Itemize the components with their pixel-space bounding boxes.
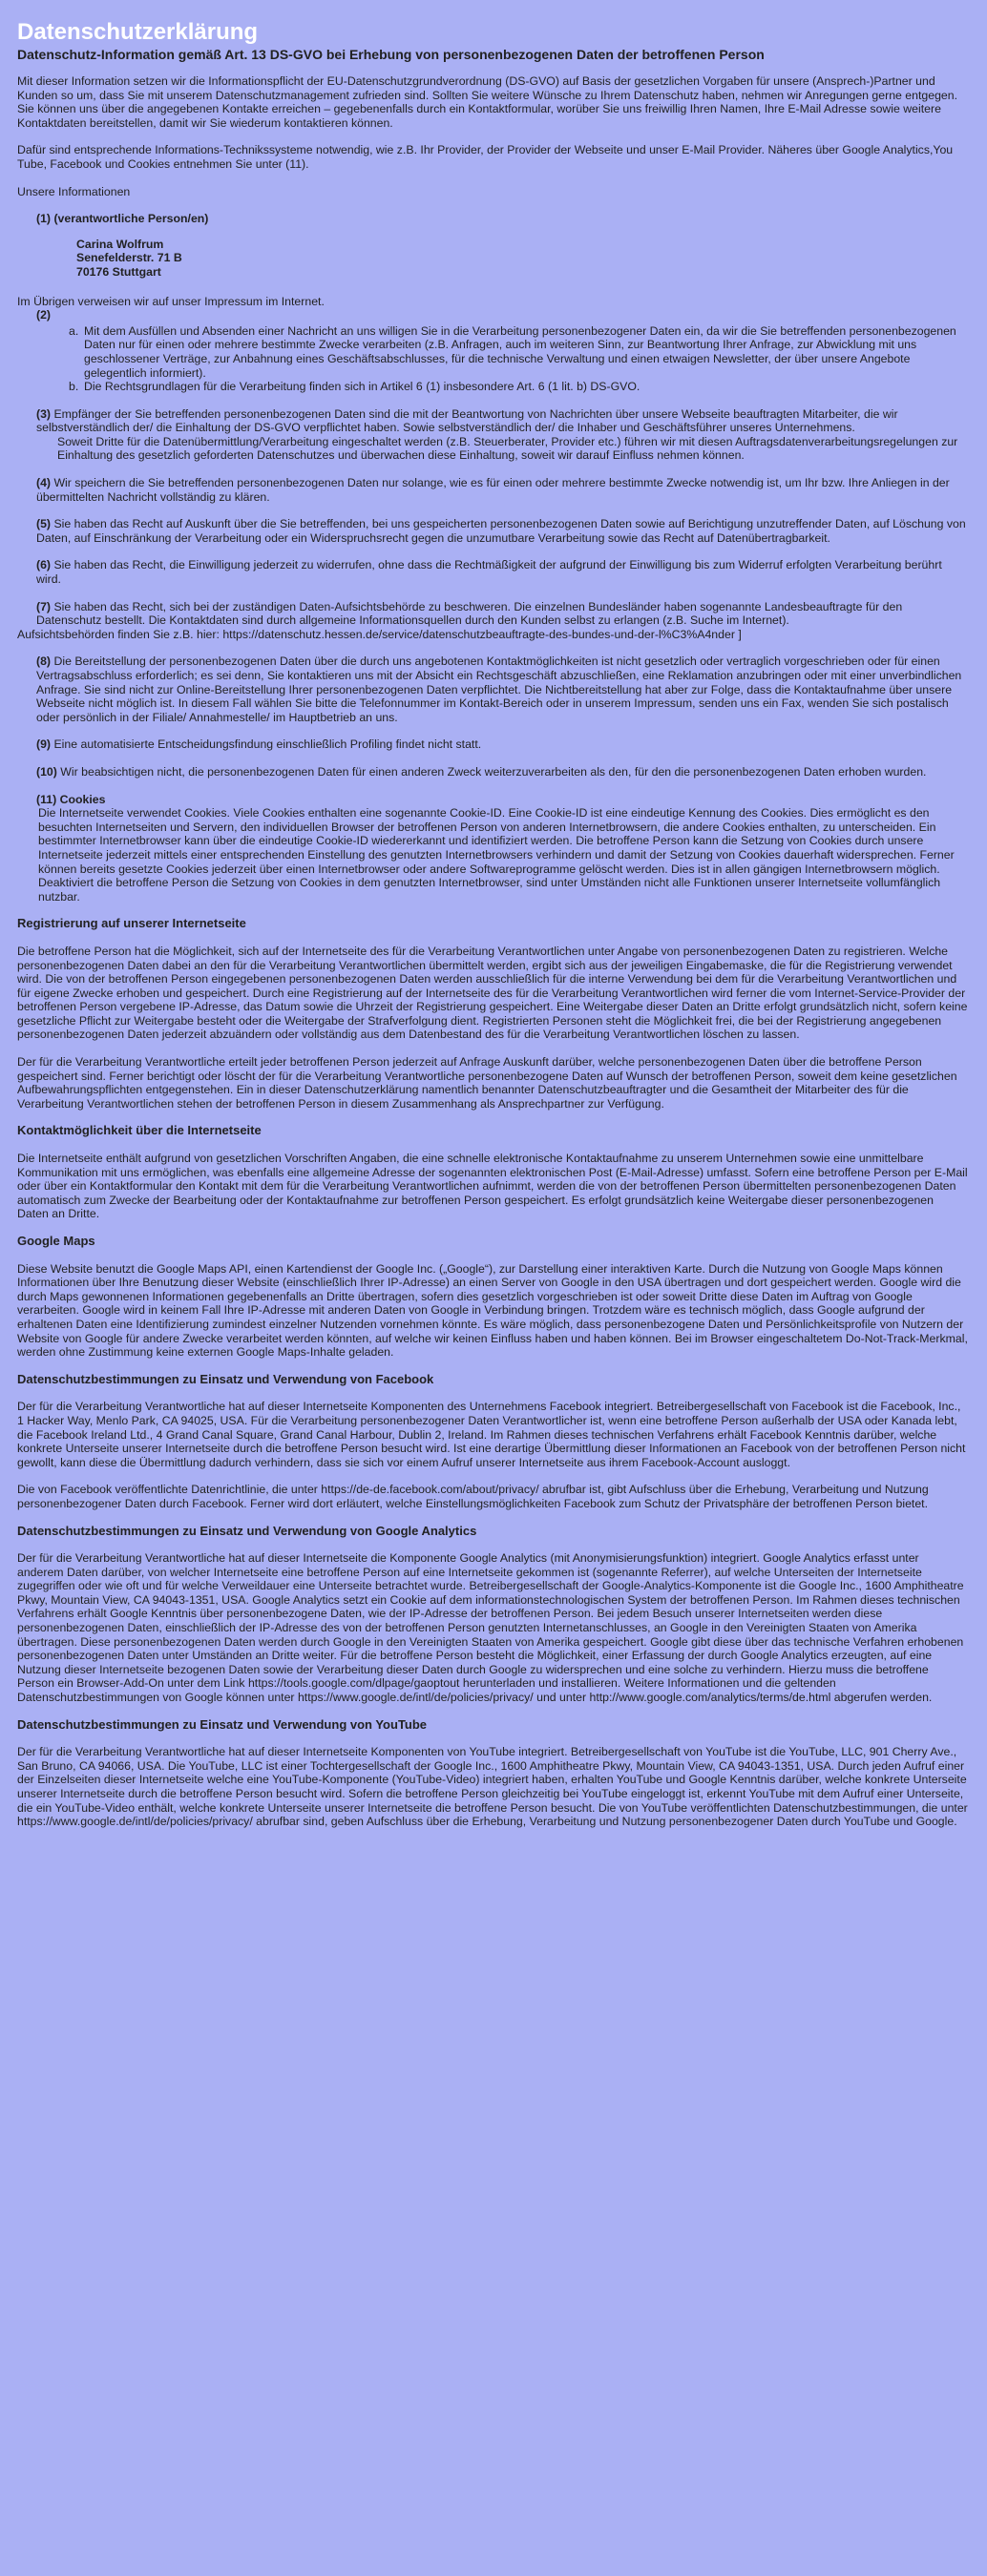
- responsible-street: Senefelderstr. 71 B: [76, 251, 182, 265]
- page-subtitle: Datenschutz-Information gemäß Art. 13 DS-GVO bei Erhebung von personenbezogenen Daten der betroffenen Person: [17, 47, 765, 62]
- section-2-list: [17, 324, 968, 394]
- section-4: (4) Wir speichern die Sie betreffenden personenbezogenen Daten nur solange, wie es für einen oder mehrere bestimmte Zwecke notwendig ist, um Ihr bzw. Ihre Anliegen in der übermittelten Nachricht vollständig zu klären.: [36, 476, 950, 504]
- cookies-heading: (11) Cookies: [36, 792, 106, 806]
- youtube-paragraph: Der für die Verarbeitung Verantwortliche hat auf dieser Internetseite Komponenten von YouTube integriert. Betreibergesellschaft von YouTube ist die YouTube, LLC, 901 Cherry Ave., San Bruno, CA 94066, USA. Die YouTube, LLC ist einer Tochtergesellschaft der Google Inc., 1600 Amphitheatre Pkwy, Mountain View, CA 94043-1351, USA. Durch jeden Aufruf einer der Einzelseiten dieser Internetseite welche eine YouTube-Komponente (YouTube-Video) integriert haben, erhalten YouTube und Google Kenntnis darüber, welche konkrete Unterseite unserer Internetseite durch die betroffene Person besucht wird. Sofern die betroffene Person gleichzeitig bei YouTube eingeloggt ist, erkennt YouTube mit dem Aufruf einer Unterseite, die ein YouTube-Video enthält, welche konkrete Unterseite unserer Internetseite die betroffene Person besucht. Die von YouTube veröffentlichten Datenschutzbestimmungen, die unter https://www.google.de/intl/de/policies/privacy/ abrufbar sind, geben Aufschluss über die Erhebung, Verarbeitung und Nutzung personenbezogener Daten durch YouTube und Google.: [17, 1745, 968, 1829]
- intro-paragraph-2: Dafür sind entsprechende Informations-Technikssysteme notwendig, wie z.B. Ihr Provider, der Provider der Webseite und unser E-Mail Provider. Näheres über Google Analytics,You Tube, Facebook und Cookies entnehmen Sie unter (11).: [17, 143, 954, 171]
- section-5: (5) Sie haben das Recht auf Auskunft über die Sie betreffenden, bei uns gespeicherten personenbezogenen Daten sowie auf Berichtigung unzutreffender Daten, auf Löschung von Daten, auf Einschränkung der Verarbeitung oder ein Widerspruchsrecht gegen die unzumutbare Verarbeitung sowie das Recht auf Datenübertragbarkeit.: [36, 517, 966, 545]
- impressum-note: Im Übrigen verweisen wir auf unser Impressum im Internet.: [17, 294, 325, 308]
- google-analytics-heading: Datenschutzbestimmungen zu Einsatz und Verwendung von Google Analytics: [17, 1523, 477, 1538]
- intro-paragraph-1: Mit dieser Information setzen wir die Informationspflicht der EU-Datenschutzgrundverordnung (DS-GVO) auf Basis der gesetzlichen Vorgaben für unsere (Ansprech-)Partner und Kunden so um, dass Sie mit unserem Datenschutzmanagement zufrieden sind. Sollten Sie weitere Wünsche zu Ihrem Datenschutz haben, nehmen wir Anregungen gerne entgegen. Sie können uns über die angegebenen Kontakte erreichen – gegebenenfalls durch ein Kontaktformular, worüber Sie uns freiwillig Ihren Namen, Ihre E-Mail Adresse sowie weitere Kontaktdaten bereitstellen, damit wir Sie wiederum kontaktieren können.: [17, 74, 958, 130]
- registration-paragraph-2: Der für die Verarbeitung Verantwortliche erteilt jeder betroffenen Person jederzeit auf Anfrage Auskunft darüber, welche personenbezogenen Daten über die betroffene Person gespeichert sind. Ferner berichtigt oder löscht der für die Verarbeitung Verantwortliche personenbezogene Daten auf Wunsch der betroffenen Person, soweit dem keine gesetzlichen Aufbewahrungspflichten entgegenstehen. Ein in dieser Datenschutzerklärung namentlich benannter Datenschutzbeauftragter und die Gesamtheit der Mitarbeiter des für die Verarbeitung Verantwortlichen stehen der betroffenen Person in diesem Zusammenhang als Ansprechpartner zur Verfügung.: [17, 1055, 957, 1111]
- section-1-label: (1) (verantwortliche Person/en): [36, 212, 209, 226]
- responsible-name: Carina Wolfrum: [76, 237, 164, 251]
- supervisory-authority-link[interactable]: Aufsichtsbehörden finden Sie z.B. hier: https://datenschutz.hessen.de/service/datenschutzbeauftragte-des-bundes-und-der-l%C3%A4nder ]: [17, 627, 742, 641]
- google-analytics-paragraph: Der für die Verarbeitung Verantwortliche hat auf dieser Internetseite die Komponente Google Analytics (mit Anonymisierungsfunktion) integriert. Google Analytics erfasst unter anderem Daten darüber, von welcher Internetseite eine betroffene Person auf eine Internetseite gekommen ist (sogenannte Referrer), auf welche Unterseiten der Internetseite zugegriffen oder wie oft und für welche Verweildauer eine Unterseite betrachtet wurde. Betreibergesellschaft der Google-Analytics-Komponente ist die Google Inc., 1600 Amphitheatre Pkwy, Mountain View, CA 94043-1351, USA. Google Analytics setzt ein Cookie auf dem informationstechnologischen System der betroffenen Person. Im Rahmen dieses technischen Verfahrens erhält Google Kenntnis über personenbezogene Daten, wie der IP-Adresse der betroffenen Person. Bei jedem Besuch unserer Internetseiten werden diese personenbezogenen Daten, einschließlich der IP-Adresse des von der betroffenen Person genutzten Internetanschlusses, an Google in den Vereinigten Staaten von Amerika übertragen. Diese personenbezogenen Daten werden durch Google in den Vereinigten Staaten von Amerika gespeichert. Google gibt diese über das technische Verfahren erhobenen personenbezogenen Daten unter Umständen an Dritte weiter. Für die betroffene Person besteht die Möglichkeit, einer Erfassung der durch Google Analytics erzeugten, auf eine Nutzung dieser Internetseite bezogenen Daten sowie der Verarbeitung dieser Daten durch Google zu widersprechen und eine solche zu verhindern. Hierzu muss die betroffene Person ein Browser-Add-On unter dem Link https://tools.google.com/dlpage/gaoptout herunterladen und installieren. Weitere Informationen und die geltenden Datenschutzbestimmungen von Google können unter https://www.google.de/intl/de/policies/privacy/ und unter http://www.google.com/analytics/terms/de.html abgerufen werden.: [17, 1551, 964, 1705]
- section-1: [17, 212, 968, 279]
- section-3: (3) Empfänger der Sie betreffenden personenbezogenen Daten sind die mit der Beantwortung von Nachrichten über unsere Webseite beauftragten Mitarbeiter, die wir selbstverständlich der/ die Einhaltung der DS-GVO verpflichtet haben. Sowie selbstverständlich der/ die Inhaber und Geschäftsführer unseres Unternehmens. Soweit Dritte für die Datenübermittlung/Verarbeitung eingeschaltet werden (z.B. Steuerberater, Provider etc.) führen wir mit diesen Auftragsdatenverarbeitungsregelungen zur Einhaltung des gesetzlich geforderten Datenschutzes und überwachen diese Einhaltung, soweit wir darauf Einfluss nehmen können.: [36, 406, 958, 463]
- section-10: (10) Wir beabsichtigen nicht, die personenbezogenen Daten für einen anderen Zweck weiterzuverarbeiten als den, für den die personenbezogenen Daten erhoben wurden.: [36, 764, 927, 779]
- contact-paragraph: Die Internetseite enthält aufgrund von gesetzlichen Vorschriften Angaben, die eine schnelle elektronische Kontaktaufnahme zu unserem Unternehmen sowie eine unmittelbare Kommunikation mit uns ermöglichen, was ebenfalls eine allgemeine Adresse der sogenannten elektronischen Post (E-Mail-Adresse) umfasst. Sofern eine betroffene Person per E-Mail oder über ein Kontaktformular den Kontakt mit dem für die Verarbeitung Verantwortlichen aufnimmt, werden die von der betroffenen Person übermittelten personenbezogenen Daten automatisch zum Zwecke der Bearbeitung oder der Kontaktaufnahme zur betroffenen Person gespeichert. Es erfolgt grundsätzlich keine Weitergabe dieser personenbezogenen Daten an Dritte.: [17, 1152, 968, 1221]
- responsible-city: 70176 Stuttgart: [76, 264, 161, 279]
- list-item: a. Mit dem Ausfüllen und Absenden einer Nachricht an uns willigen Sie in die Verarbeitung personenbezogener Daten ein, da wir die Sie betreffenden personenbezogenen Daten nur für einen oder mehrere bestimmte Zwecke verarbeiten (z.B. Anfragen, auch im weiteren Sinn, zur Beantwortung Ihrer Anfrage, zur Abwicklung mit uns geschlossener Verträge, zur Anbahnung eines Geschäftsabschlusses, für die technische Verwaltung und einen etwaigen Newsletter, der über unsere Angebote gelegentlich informiert).: [69, 323, 956, 380]
- facebook-paragraph-1: Der für die Verarbeitung Verantwortliche hat auf dieser Internetseite Komponenten des Unternehmens Facebook integriert. Betreibergesellschaft von Facebook ist die Facebook, Inc., 1 Hacker Way, Menlo Park, CA 94025, USA. Für die Verarbeitung personenbezogener Daten Verantwortlicher ist, wenn eine betroffene Person außerhalb der USA oder Kanada lebt, die Facebook Ireland Ltd., 4 Grand Canal Square, Grand Canal Harbour, Dublin 2, Ireland. Im Rahmen dieses technischen Verfahrens erhält Facebook Kenntnis darüber, welche konkrete Unterseite unserer Internetseite durch die betroffene Person besucht wird. Ist eine derartige Übermittlung dieser Informationen an Facebook von der betroffenen Person nicht gewollt, kann diese die Übermittlung dadurch verhindern, dass sie sich vor einem Aufruf unserer Internetseite aus ihrem Facebook-Account ausloggt.: [17, 1400, 966, 1469]
- facebook-heading: Datenschutzbestimmungen zu Einsatz und Verwendung von Facebook: [17, 1371, 434, 1386]
- section-2-number: (2): [36, 308, 52, 322]
- cookies-text: Die Internetseite verwendet Cookies. Viele Cookies enthalten eine sogenannte Cookie-ID. Eine Cookie-ID ist eine eindeutige Kennung des Cookies. Dies ermöglicht es den besuchten Internetseiten und Servern, den individuellen Browser der betroffenen Person von anderen Internetbrowsern, die andere Cookies enthalten, zu unterscheiden. Ein bestimmter Internetbrowser kann über die eindeutige Cookie-ID wiedererkannt und identifiziert werden. Die betroffene Person kann die Setzung von Cookies durch unsere Internetseite jederzeit mittels einer entsprechenden Einstellung des genutzten Internetbrowsers verhindern und damit der Setzung von Cookies dauerhaft widersprechen. Ferner können bereits gesetzte Cookies jederzeit über einen Internetbrowser oder andere Softwareprogramme gelöscht werden. Dies ist in allen gängigen Internetbrowsern möglich. Deaktiviert die betroffene Person die Setzung von Cookies in dem genutzten Internetbrowser, sind unter Umständen nicht alle Funktionen unserer Internetseite vollumfänglich nutzbar.: [38, 806, 955, 904]
- section-6: (6) Sie haben das Recht, die Einwilligung jederzeit zu widerrufen, ohne dass die Rechtmäßigkeit der aufgrund der Einwilligung bis zum Widerruf erfolgten Verarbeitung berührt wird.: [36, 558, 942, 587]
- contact-heading: Kontaktmöglichkeit über die Internetseite: [17, 1123, 262, 1138]
- section-9: (9) Eine automatisierte Entscheidungsfindung einschließlich Profiling findet nicht statt.: [36, 737, 482, 752]
- page-title: Datenschutzerklärung: [17, 19, 259, 45]
- section-8: (8) Die Bereitstellung der personenbezogenen Daten über die durch uns angebotenen Kontaktmöglichkeiten ist nicht gesetzlich oder vertraglich vorgeschrieben oder für einen Vertragsabschluss erforderlich; es sei denn, Sie kontaktieren uns mit der Absicht ein Rechtsgeschäft abzuschließen, eine Reklamation anzubringen oder mit einer unverbindlichen Anfrage. Sie sind nicht zur Online-Bereitstellung Ihrer personenbezogenen Daten verpflichtet. Die Nichtbereitstellung hat aber zur Folge, dass die Kontaktaufnahme über unsere Webseite nicht möglich ist. In diesem Fall wählen Sie bitte die Telefonnummer im Kontakt-Bereich oder in unserem Impressum, senden uns ein Fax, wenden Sie sich postalisch oder persönlich in der Filiale/ Annahmestelle/ im Hauptbetrieb an uns.: [36, 654, 962, 724]
- registration-heading: Registrierung auf unserer Internetseite: [17, 916, 246, 931]
- section-7: (7) Sie haben das Recht, sich bei der zuständigen Daten-Aufsichtsbehörde zu beschweren. Die einzelnen Bundesländer haben sogenannte Landesbeauftragte für den Datenschutz bestellt. Die Kontaktdaten sind durch allgemeine Informationsquellen durch den Kunden selbst zu erlangen (z.B. Suche im Internet).: [36, 599, 903, 628]
- intro-paragraph-3: Unsere Informationen: [17, 184, 131, 198]
- youtube-heading: Datenschutzbestimmungen zu Einsatz und Verwendung von YouTube: [17, 1716, 428, 1732]
- registration-paragraph-1: Die betroffene Person hat die Möglichkeit, sich auf der Internetseite des für die Verarbeitung Verantwortlichen unter Angabe von personenbezogenen Daten zu registrieren. Welche personenbezogenen Daten dabei an den für die Verarbeitung Verantwortlichen übermittelt werden, ergibt sich aus der jeweiligen Eingabemaske, die für die Registrierung verwendet wird. Die von der betroffenen Person eingegebenen personenbezogenen Daten werden ausschließlich für die interne Verwendung bei dem für die Verarbeitung Verantwortlichen und für eigene Zwecke erhoben und gespeichert. Durch eine Registrierung auf der Internetseite des für die Verarbeitung Verantwortlichen wird ferner die vom Internet-Service-Provider der betroffenen Person vergebene IP-Adresse, das Datum sowie die Uhrzeit der Registrierung gespeichert. Eine Weitergabe dieser Daten an Dritte erfolgt grundsätzlich nicht, sofern keine gesetzliche Pflicht zur Weitergabe besteht oder die Weitergabe der Strafverfolgung dient. Registrierten Personen steht die Möglichkeit frei, die bei der Registrierung angegebenen personenbezogenen Daten jederzeit abzuändern oder vollständig aus dem Datenbestand des für die Verarbeitung Verantwortlichen löschen zu lassen.: [17, 944, 968, 1042]
- section-2: [17, 308, 968, 322]
- google-maps-paragraph: Diese Website benutzt die Google Maps API, einen Kartendienst der Google Inc. („Google“), zur Darstellung einer interaktiven Karte. Durch die Nutzung von Google Maps können Informationen über Ihre Benutzung dieser Website (einschließlich Ihrer IP-Adresse) an einen Server von Google in den USA übertragen und dort gespeichert werden. Google wird die durch Maps gewonnenen Informationen gegebenenfalls an Dritte übertragen, sofern dies gesetzlich vorgeschrieben ist oder soweit Dritte diese Daten im Auftrag von Google verarbeiten. Google wird in keinem Fall Ihre IP-Adresse mit anderen Daten von Google in Verbindung bringen. Trotzdem wäre es technisch möglich, dass Google aufgrund der erhaltenen Daten eine Identifizierung zumindest einzelner Nutzenden vornehmen könnte. Es wäre möglich, dass personenbezogene Daten und Persönlichkeitsprofile von Nutzern der Website von Google für andere Zwecke verarbeitet werden könnten, auf welche wir keinen Einfluss haben und haben können. Bei im Browser eingeschaltetem Do-Not-Track-Merkmal, werden ohne Zustimmung keine externen Google Maps-Inhalte geladen.: [17, 1261, 968, 1360]
- section-11-cookies: [17, 793, 968, 904]
- list-item: b. Die Rechtsgrundlagen für die Verarbeitung finden sich in Artikel 6 (1) insbesondere Art. 6 (1 lit. b) DS-GVO.: [69, 380, 640, 394]
- facebook-paragraph-2: Die von Facebook veröffentlichte Datenrichtlinie, die unter https://de-de.facebook.com/about/privacy/ abrufbar ist, gibt Aufschluss über die Erhebung, Verarbeitung und Nutzung personenbezogener Daten durch Facebook. Ferner wird dort erläutert, welche Einstellungsmöglichkeiten Facebook zum Schutz der Privatsphäre der betroffenen Person bietet.: [17, 1483, 929, 1510]
- google-maps-heading: Google Maps: [17, 1234, 95, 1248]
- responsible-address: [76, 238, 968, 280]
